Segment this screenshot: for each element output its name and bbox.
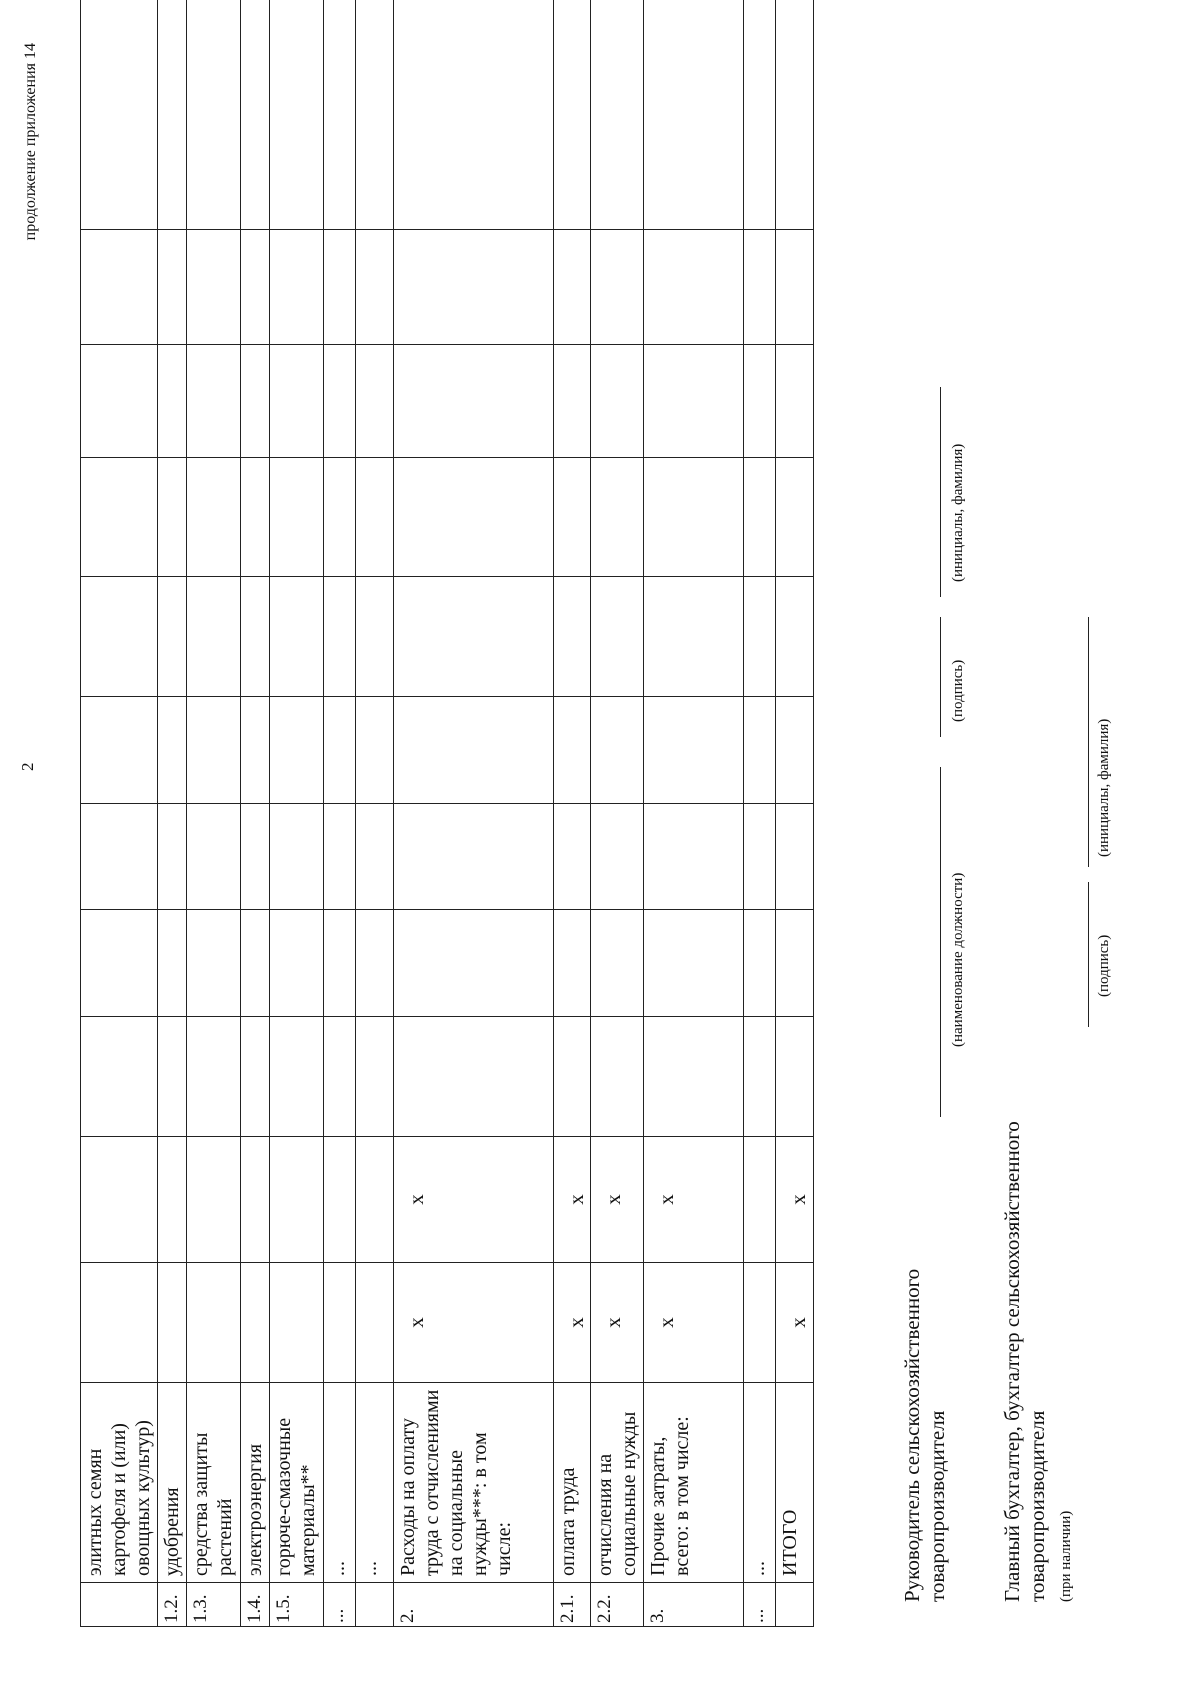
empty-cell: [644, 697, 744, 804]
x-mark: x: [394, 1263, 554, 1383]
x-mark: [744, 1263, 776, 1383]
accountant-name-line: [1088, 617, 1089, 867]
expenses-table: [80, 0, 814, 1627]
empty-cell: [241, 458, 270, 577]
empty-cell: [554, 1017, 591, 1137]
x-mark: x: [776, 1263, 814, 1383]
x-mark: [187, 1263, 241, 1383]
x-mark: [241, 1137, 270, 1263]
row-name: электроэнергия: [241, 1383, 270, 1583]
empty-cell: [394, 697, 554, 804]
name-line: [940, 387, 941, 597]
empty-cell: [394, 910, 554, 1017]
empty-cell: [356, 910, 394, 1017]
empty-cell: [324, 697, 356, 804]
table-row: [241, 0, 270, 1627]
empty-cell: [394, 577, 554, 697]
empty-cell: [744, 458, 776, 577]
empty-cell: [394, 0, 554, 230]
empty-cell: [158, 458, 187, 577]
table-row: [187, 0, 241, 1627]
empty-cell: [324, 577, 356, 697]
empty-cell: [187, 697, 241, 804]
signature-line: [940, 617, 941, 737]
empty-cell: [324, 910, 356, 1017]
row-number: [356, 1583, 394, 1627]
empty-cell: [776, 230, 814, 345]
empty-cell: [554, 804, 591, 910]
empty-cell: [744, 697, 776, 804]
empty-cell: [324, 230, 356, 345]
table-row: [744, 0, 776, 1627]
empty-cell: [776, 804, 814, 910]
empty-cell: [158, 697, 187, 804]
empty-cell: [270, 230, 324, 345]
empty-cell: [644, 230, 744, 345]
x-mark: x: [644, 1137, 744, 1263]
row-name: средства защиты растений: [187, 1383, 241, 1583]
empty-cell: [81, 1017, 158, 1137]
empty-cell: [776, 0, 814, 230]
empty-cell: [591, 345, 644, 458]
empty-cell: [644, 1017, 744, 1137]
empty-cell: [187, 910, 241, 1017]
empty-cell: [394, 345, 554, 458]
name-caption: (инициалы, фамилия): [950, 443, 966, 582]
expenses-table-body: [81, 0, 814, 1627]
empty-cell: [554, 230, 591, 345]
signature-caption: (подпись): [950, 659, 966, 722]
empty-cell: [554, 577, 591, 697]
row-name: удобрения: [158, 1383, 187, 1583]
row-number: 2.: [394, 1583, 554, 1627]
empty-cell: [324, 0, 356, 230]
empty-cell: [591, 697, 644, 804]
empty-cell: [187, 458, 241, 577]
empty-cell: [158, 230, 187, 345]
empty-cell: [158, 345, 187, 458]
row-name: Расходы на оплату труда с отчислениями на социальные нужды***: в том числе:: [394, 1383, 554, 1583]
empty-cell: [744, 345, 776, 458]
empty-cell: [81, 910, 158, 1017]
empty-cell: [394, 804, 554, 910]
empty-cell: [187, 1017, 241, 1137]
accountant-signature-caption: (подпись): [1096, 934, 1112, 997]
empty-cell: [591, 230, 644, 345]
x-mark: [187, 1137, 241, 1263]
empty-cell: [270, 804, 324, 910]
row-number: 1.5.: [270, 1583, 324, 1627]
position-line: [940, 767, 941, 1117]
empty-cell: [554, 458, 591, 577]
empty-cell: [744, 910, 776, 1017]
x-mark: x: [644, 1263, 744, 1383]
empty-cell: [644, 345, 744, 458]
empty-cell: [81, 0, 158, 230]
empty-cell: [270, 697, 324, 804]
empty-cell: [554, 697, 591, 804]
empty-cell: [187, 345, 241, 458]
table-row: [644, 0, 744, 1627]
row-name: оплата труда: [554, 1383, 591, 1583]
empty-cell: [394, 1017, 554, 1137]
empty-cell: [270, 910, 324, 1017]
row-number: [776, 1583, 814, 1627]
empty-cell: [158, 804, 187, 910]
empty-cell: [394, 230, 554, 345]
empty-cell: [356, 1017, 394, 1137]
empty-cell: [591, 0, 644, 230]
empty-cell: [158, 910, 187, 1017]
accountant-signature-line: [1088, 882, 1089, 1027]
accountant-role: Главный бухгалтер, бухгалтер сельскохозяйственного товаропроизводителя: [1000, 1121, 1049, 1602]
empty-cell: [356, 345, 394, 458]
row-number: 3.: [644, 1583, 744, 1627]
empty-cell: [81, 804, 158, 910]
empty-cell: [644, 910, 744, 1017]
position-caption: (наименование должности): [950, 872, 966, 1047]
table-row: [776, 0, 814, 1627]
x-mark: x: [776, 1137, 814, 1263]
empty-cell: [776, 458, 814, 577]
empty-cell: [158, 0, 187, 230]
row-name: ИТОГО: [776, 1383, 814, 1583]
empty-cell: [324, 345, 356, 458]
row-name: горюче-смазочные материалы**: [270, 1383, 324, 1583]
x-mark: [81, 1137, 158, 1263]
empty-cell: [270, 1017, 324, 1137]
table-row: [324, 0, 356, 1627]
row-name: отчисления на социальные нужды: [591, 1383, 644, 1583]
x-mark: x: [554, 1137, 591, 1263]
empty-cell: [744, 0, 776, 230]
x-mark: [270, 1263, 324, 1383]
empty-cell: [744, 577, 776, 697]
table-row: [270, 0, 324, 1627]
empty-cell: [158, 1017, 187, 1137]
empty-cell: [554, 910, 591, 1017]
x-mark: x: [554, 1263, 591, 1383]
row-number: [81, 1583, 158, 1627]
empty-cell: [554, 345, 591, 458]
empty-cell: [324, 804, 356, 910]
empty-cell: [81, 458, 158, 577]
head-role: Руководитель сельскохозяйственного товаропроизводителя: [900, 1268, 949, 1602]
empty-cell: [187, 0, 241, 230]
x-mark: [356, 1263, 394, 1383]
row-number: 1.3.: [187, 1583, 241, 1627]
empty-cell: [554, 0, 591, 230]
page-number: 2: [18, 762, 37, 771]
empty-cell: [270, 577, 324, 697]
empty-cell: [241, 0, 270, 230]
x-mark: [158, 1263, 187, 1383]
x-mark: [744, 1137, 776, 1263]
empty-cell: [591, 804, 644, 910]
empty-cell: [324, 458, 356, 577]
x-mark: [324, 1263, 356, 1383]
accountant-note: (при наличии): [1058, 1510, 1074, 1602]
appendix-note: продолжение приложения 14: [22, 43, 39, 241]
empty-cell: [187, 804, 241, 910]
empty-cell: [744, 1017, 776, 1137]
empty-cell: [591, 577, 644, 697]
empty-cell: [324, 1017, 356, 1137]
empty-cell: [644, 458, 744, 577]
empty-cell: [81, 577, 158, 697]
row-name: Прочие затраты, всего: в том числе:: [644, 1383, 744, 1583]
empty-cell: [356, 697, 394, 804]
empty-cell: [744, 804, 776, 910]
empty-cell: [187, 577, 241, 697]
x-mark: [270, 1137, 324, 1263]
table-row: [356, 0, 394, 1627]
row-name: ...: [324, 1383, 356, 1583]
x-mark: [158, 1137, 187, 1263]
x-mark: [81, 1263, 158, 1383]
empty-cell: [356, 0, 394, 230]
row-number: 2.2.: [591, 1583, 644, 1627]
empty-cell: [241, 345, 270, 458]
row-number: 1.4.: [241, 1583, 270, 1627]
empty-cell: [241, 804, 270, 910]
empty-cell: [394, 458, 554, 577]
empty-cell: [591, 1017, 644, 1137]
row-name: ...: [356, 1383, 394, 1583]
empty-cell: [241, 577, 270, 697]
empty-cell: [356, 804, 394, 910]
empty-cell: [270, 458, 324, 577]
table-row: [591, 0, 644, 1627]
table-row: [554, 0, 591, 1627]
empty-cell: [644, 0, 744, 230]
table-row: [158, 0, 187, 1627]
empty-cell: [81, 230, 158, 345]
row-number: ...: [744, 1583, 776, 1627]
x-mark: [324, 1137, 356, 1263]
empty-cell: [644, 804, 744, 910]
table-row: [81, 0, 158, 1627]
empty-cell: [591, 458, 644, 577]
empty-cell: [81, 697, 158, 804]
empty-cell: [776, 697, 814, 804]
empty-cell: [81, 345, 158, 458]
empty-cell: [776, 577, 814, 697]
x-mark: [356, 1137, 394, 1263]
row-number: ...: [324, 1583, 356, 1627]
row-number: 1.2.: [158, 1583, 187, 1627]
empty-cell: [776, 1017, 814, 1137]
x-mark: [241, 1263, 270, 1383]
empty-cell: [776, 345, 814, 458]
empty-cell: [776, 910, 814, 1017]
row-number: 2.1.: [554, 1583, 591, 1627]
empty-cell: [241, 910, 270, 1017]
empty-cell: [187, 230, 241, 345]
empty-cell: [356, 230, 394, 345]
empty-cell: [270, 0, 324, 230]
empty-cell: [241, 1017, 270, 1137]
empty-cell: [356, 458, 394, 577]
empty-cell: [158, 577, 187, 697]
x-mark: x: [591, 1263, 644, 1383]
x-mark: x: [394, 1137, 554, 1263]
row-name: ...: [744, 1383, 776, 1583]
x-mark: x: [591, 1137, 644, 1263]
empty-cell: [270, 345, 324, 458]
empty-cell: [241, 697, 270, 804]
row-name: элитных семян картофеля и (или) овощных культур): [81, 1383, 158, 1583]
table-row: [394, 0, 554, 1627]
accountant-name-caption: (инициалы, фамилия): [1096, 718, 1112, 857]
empty-cell: [241, 230, 270, 345]
empty-cell: [744, 230, 776, 345]
empty-cell: [356, 577, 394, 697]
empty-cell: [591, 910, 644, 1017]
empty-cell: [644, 577, 744, 697]
